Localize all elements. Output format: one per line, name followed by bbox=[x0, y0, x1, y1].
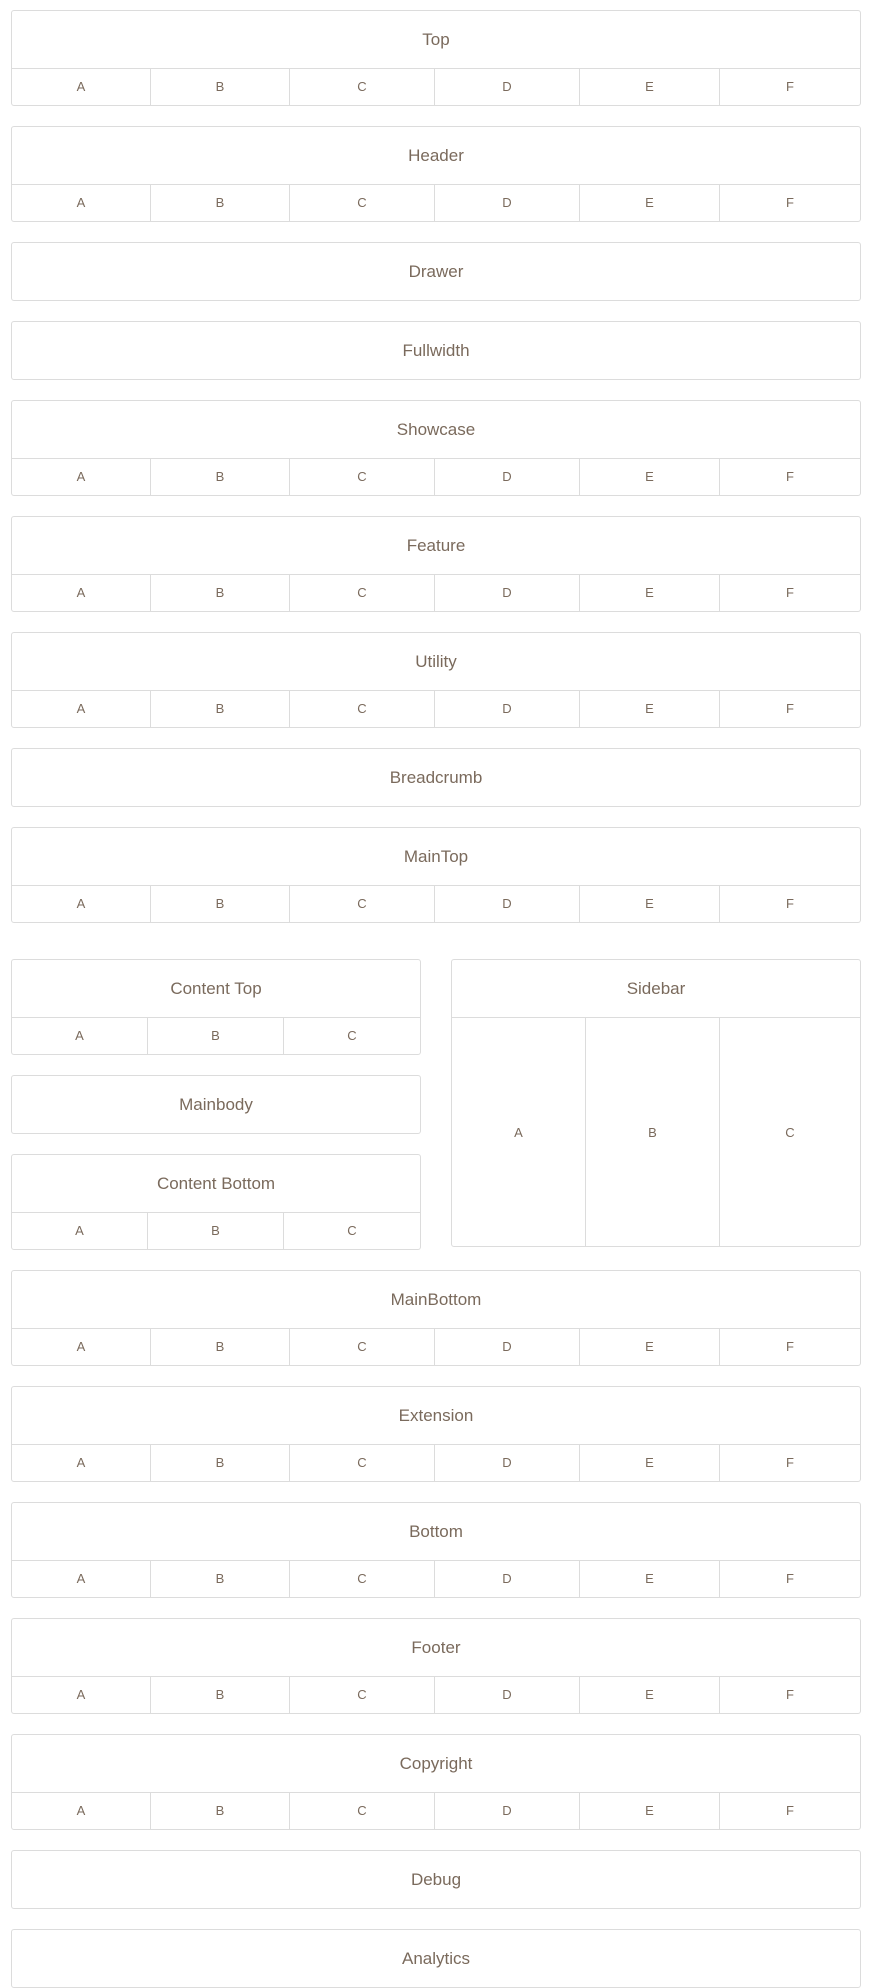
section-mainbottom bbox=[11, 1270, 861, 1366]
section-extension bbox=[11, 1386, 861, 1482]
section-fullwidth bbox=[11, 321, 861, 380]
position-b: B bbox=[151, 1329, 290, 1365]
position-a: A bbox=[12, 1018, 148, 1054]
position-b: B bbox=[151, 69, 290, 105]
position-f: F bbox=[786, 79, 794, 94]
position-d: D bbox=[435, 1445, 580, 1481]
position-f: F bbox=[786, 701, 794, 716]
position-b: B bbox=[151, 1677, 290, 1713]
position-c: C bbox=[290, 575, 435, 611]
section-title-copyright: Copyright bbox=[12, 1735, 860, 1793]
section-title-breadcrumb: Breadcrumb bbox=[389, 768, 483, 787]
position-a: A bbox=[12, 575, 151, 611]
section-title-maintop: MainTop bbox=[12, 828, 860, 886]
position-a: A bbox=[12, 459, 151, 495]
position-columns bbox=[12, 1445, 860, 1481]
position-d: D bbox=[435, 1329, 580, 1365]
position-c: C bbox=[290, 185, 435, 221]
position-e: E bbox=[580, 1445, 720, 1481]
section-copyright bbox=[11, 1734, 861, 1830]
section-content-bottom bbox=[11, 1154, 421, 1250]
position-d: D bbox=[435, 1561, 580, 1597]
position-d: D bbox=[435, 69, 580, 105]
position-b: B bbox=[151, 691, 290, 727]
position-columns bbox=[12, 1018, 420, 1054]
main-row bbox=[11, 959, 861, 1250]
position-c: C bbox=[290, 691, 435, 727]
position-e: E bbox=[580, 185, 720, 221]
position-e: E bbox=[580, 886, 720, 922]
position-d: D bbox=[435, 459, 580, 495]
position-b: B bbox=[148, 1213, 284, 1249]
position-b: B bbox=[151, 185, 290, 221]
position-c: C bbox=[290, 1561, 435, 1597]
position-a: A bbox=[12, 1213, 148, 1249]
section-feature bbox=[11, 516, 861, 612]
position-a: A bbox=[452, 1018, 586, 1246]
position-columns bbox=[12, 886, 860, 922]
position-c: C bbox=[290, 69, 435, 105]
section-title-showcase: Showcase bbox=[12, 401, 860, 459]
section-title-mainbottom: MainBottom bbox=[12, 1271, 860, 1329]
position-b: B bbox=[151, 1561, 290, 1597]
position-a: A bbox=[12, 1793, 151, 1829]
position-columns bbox=[12, 69, 860, 105]
section-title-footer: Footer bbox=[12, 1619, 860, 1677]
position-e: E bbox=[580, 575, 720, 611]
section-debug bbox=[11, 1850, 861, 1909]
position-columns bbox=[12, 185, 860, 221]
position-columns bbox=[12, 1329, 860, 1365]
position-d: D bbox=[435, 691, 580, 727]
section-footer bbox=[11, 1618, 861, 1714]
position-a: A bbox=[12, 691, 151, 727]
section-sidebar bbox=[451, 959, 861, 1247]
section-title-content-bottom: Content Bottom bbox=[12, 1155, 420, 1213]
section-title-sidebar: Sidebar bbox=[452, 960, 860, 1018]
position-c: C bbox=[290, 1793, 435, 1829]
section-title-top: Top bbox=[12, 11, 860, 69]
position-b: B bbox=[151, 575, 290, 611]
position-b: B bbox=[151, 886, 290, 922]
position-c: C bbox=[347, 1028, 357, 1043]
position-d: D bbox=[435, 575, 580, 611]
section-top bbox=[11, 10, 861, 106]
content-column bbox=[11, 959, 421, 1250]
position-e: E bbox=[580, 459, 720, 495]
position-b: B bbox=[586, 1018, 720, 1246]
position-f: F bbox=[786, 1571, 794, 1586]
position-d: D bbox=[435, 1677, 580, 1713]
position-d: D bbox=[435, 185, 580, 221]
section-drawer bbox=[11, 242, 861, 301]
section-title-utility: Utility bbox=[12, 633, 860, 691]
position-c: C bbox=[785, 1124, 795, 1140]
section-title-header: Header bbox=[12, 127, 860, 185]
section-mainbody bbox=[11, 1075, 421, 1134]
section-title-feature: Feature bbox=[12, 517, 860, 575]
position-a: A bbox=[12, 1677, 151, 1713]
position-f: F bbox=[786, 1687, 794, 1702]
position-f: F bbox=[786, 469, 794, 484]
section-title-content-top: Content Top bbox=[12, 960, 420, 1018]
position-a: A bbox=[12, 1561, 151, 1597]
position-c: C bbox=[290, 459, 435, 495]
section-utility bbox=[11, 632, 861, 728]
position-columns bbox=[452, 1018, 860, 1246]
position-f: F bbox=[786, 896, 794, 911]
section-bottom bbox=[11, 1502, 861, 1598]
position-f: F bbox=[786, 1803, 794, 1818]
section-breadcrumb bbox=[11, 748, 861, 807]
position-b: B bbox=[148, 1018, 284, 1054]
section-title-mainbody: Mainbody bbox=[179, 1095, 253, 1114]
position-columns bbox=[12, 459, 860, 495]
section-header bbox=[11, 126, 861, 222]
position-e: E bbox=[580, 691, 720, 727]
position-b: B bbox=[151, 459, 290, 495]
position-columns bbox=[12, 691, 860, 727]
position-columns bbox=[12, 1793, 860, 1829]
position-b: B bbox=[151, 1445, 290, 1481]
section-title-drawer: Drawer bbox=[408, 262, 464, 281]
position-d: D bbox=[435, 886, 580, 922]
section-content-top bbox=[11, 959, 421, 1055]
position-f: F bbox=[786, 585, 794, 600]
position-a: A bbox=[12, 69, 151, 105]
section-title-bottom: Bottom bbox=[12, 1503, 860, 1561]
position-b: B bbox=[151, 1793, 290, 1829]
section-title-fullwidth: Fullwidth bbox=[402, 341, 470, 360]
position-f: F bbox=[786, 1455, 794, 1470]
position-a: A bbox=[12, 1445, 151, 1481]
position-e: E bbox=[580, 1793, 720, 1829]
position-a: A bbox=[12, 1329, 151, 1365]
position-c: C bbox=[290, 886, 435, 922]
section-title-debug: Debug bbox=[410, 1870, 462, 1889]
position-e: E bbox=[580, 1329, 720, 1365]
position-f: F bbox=[786, 195, 794, 210]
section-title-extension: Extension bbox=[12, 1387, 860, 1445]
position-columns bbox=[12, 1213, 420, 1249]
position-c: C bbox=[290, 1677, 435, 1713]
position-columns bbox=[12, 575, 860, 611]
position-a: A bbox=[12, 886, 151, 922]
position-e: E bbox=[580, 69, 720, 105]
section-analytics bbox=[11, 1929, 861, 1988]
position-d: D bbox=[435, 1793, 580, 1829]
position-columns bbox=[12, 1677, 860, 1713]
section-title-analytics: Analytics bbox=[401, 1949, 471, 1968]
position-c: C bbox=[347, 1223, 357, 1238]
position-a: A bbox=[12, 185, 151, 221]
layout-page bbox=[11, 10, 861, 1988]
position-columns bbox=[12, 1561, 860, 1597]
position-e: E bbox=[580, 1561, 720, 1597]
position-e: E bbox=[580, 1677, 720, 1713]
position-c: C bbox=[290, 1445, 435, 1481]
section-maintop bbox=[11, 827, 861, 923]
sidebar-column bbox=[451, 959, 861, 1250]
section-showcase bbox=[11, 400, 861, 496]
position-f: F bbox=[786, 1339, 794, 1354]
position-c: C bbox=[290, 1329, 435, 1365]
